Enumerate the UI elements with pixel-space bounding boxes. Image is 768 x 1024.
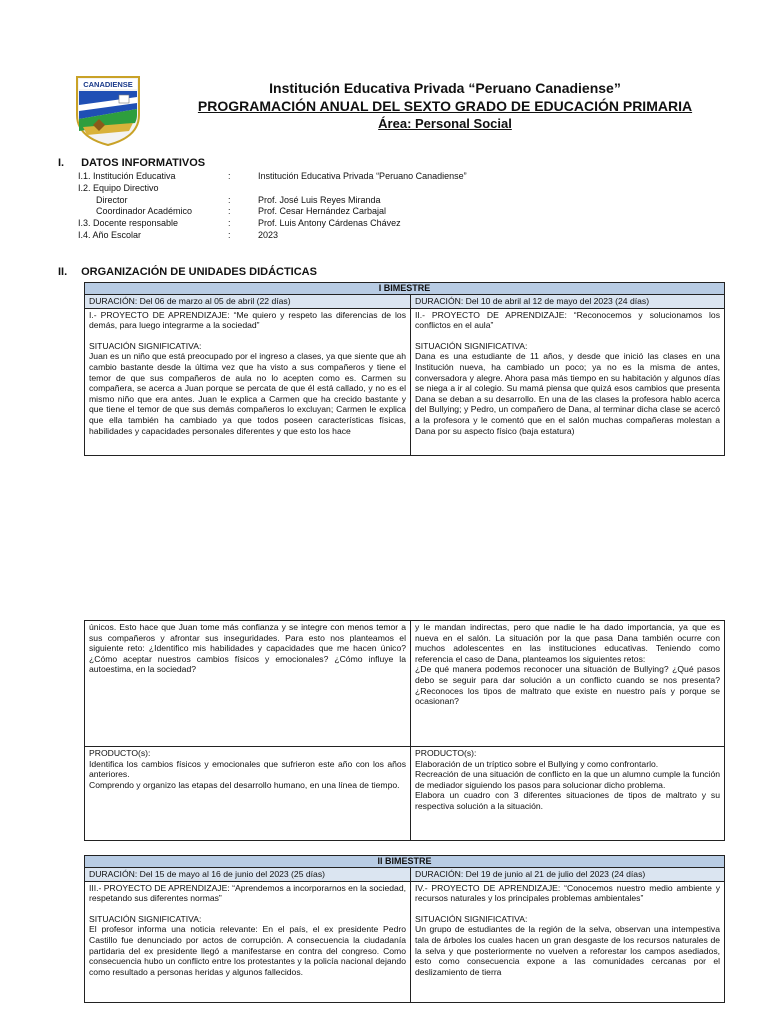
project-title: IV.- PROYECTO DE APRENDIZAJE: “Conocemos nuestro medio ambiente y recursos naturales y los principales problemas ambientales”	[415, 882, 721, 904]
info-value: Institución Educativa Privada “Peruano Canadiense”	[258, 171, 467, 181]
section-1-title: DATOS INFORMATIVOS	[81, 157, 206, 169]
section-1-heading	[58, 157, 205, 169]
info-row	[78, 171, 518, 183]
info-sep: :	[228, 218, 231, 229]
info-label: I.2. Equipo Directivo	[78, 182, 159, 193]
info-row	[78, 195, 518, 207]
situation-label: SITUACIÓN SIGNIFICATIVA:	[415, 913, 528, 924]
info-value: Prof. Cesar Hernández Carbajal	[258, 206, 387, 217]
project-content	[415, 310, 720, 454]
product-item: Elabora un cuadro con 3 diferentes situaciones de tipos de maltrato y su respectiva solución a la situación.	[415, 790, 720, 811]
info-sep	[228, 183, 258, 195]
bimestre-1-table	[84, 282, 725, 456]
project-title: I.- PROYECTO DE APRENDIZAJE: “Me quiero y respeto las diferencias de los demás, para luego integrarme a la sociedad”	[89, 309, 406, 331]
info-label: I.1. Institución Educativa	[78, 171, 176, 181]
school-logo	[75, 75, 141, 147]
product-item: Comprendo y organizo las etapas del desarrollo humano, en una línea de tiempo.	[89, 779, 400, 790]
situation-text: Un grupo de estudiantes de la región de la selva, observan una intempestiva tala de árboles los cuales hacen un gran desgaste de los recursos naturales de la selva y que posteriormente no vuelven a reforestar los campos asediados, esto como consecuencia expone a las comunidades cercanas por el deslizamiento de tierra	[415, 924, 721, 977]
program-title: PROGRAMACIÓN ANUAL DEL SEXTO GRADO DE EDUCACIÓN PRIMARIA	[197, 98, 693, 114]
info-list	[78, 171, 518, 242]
bimestre-2-table	[84, 855, 725, 1003]
duration-cell: DURACIÓN: Del 15 de mayo al 16 de junio del 2023 (25 días)	[85, 868, 411, 882]
project-content	[415, 883, 720, 1001]
info-sep: :	[228, 206, 231, 217]
product-item: Identifica los cambios físicos y emocionales que sufrieron este año con los años anteriores.	[89, 758, 406, 780]
project-cell	[85, 881, 411, 1002]
situation-text: únicos. Esto hace que Juan tome más confianza y se integre con menos temor a sus compañeros y afrontar sus inseguridades. Para esto nos planteamos el siguiente reto: ¿Identifico mis habilidades y capacidades que me hacen único? ¿Cómo aceptar nuestros cambios físicos y emocionales? ¿Cómo influye la autoestima, en la sociedad?	[89, 622, 406, 675]
section-2-heading	[58, 266, 317, 278]
situation-label: SITUACIÓN SIGNIFICATIVA:	[89, 340, 202, 351]
duration-cell: DURACIÓN: Del 19 de junio al 21 de julio del 2023 (24 días)	[411, 868, 725, 882]
info-value: Prof. José Luis Reyes Miranda	[258, 194, 381, 205]
logo-text: CANADIENSE	[83, 80, 133, 89]
situation-text: El profesor informa una noticia relevante: En el país, el ex presidente Pedro Castillo fue denunciado por actos de corrupción. A consecuencia la ciudadanía partidaria del ex presidente llegó a manifestarse en contra del congreso. Como consecuencia hubo un conflicto entre los protestantes y la policía nacional dejando como resultado a personas heridas y algunos fallecidos.	[89, 924, 406, 977]
product-label: PRODUCTO(s):	[89, 748, 151, 758]
institution-title: Institución Educativa Privada “Peruano Canadiense”	[269, 80, 621, 96]
bimestre-1-table-continued	[84, 620, 725, 841]
section-2-number: II.	[58, 266, 68, 278]
situation-text: ¿De qué manera podemos reconocer una situación de Bullying? ¿Qué pasos debo se seguir para dar solución a un conflicto cuando se nos presenta? ¿Reconoces los tipos de maltrato que existe en nuestro país y porque se ocasionan?	[415, 664, 720, 707]
situation-cell	[85, 621, 411, 747]
info-row	[78, 206, 518, 218]
project-title: III.- PROYECTO DE APRENDIZAJE: “Aprendemos a incorporarnos en la sociedad, respetando sus diferentes normas”	[89, 882, 406, 904]
info-sep: :	[228, 194, 231, 205]
info-sep: :	[228, 229, 231, 240]
project-content	[89, 883, 406, 1001]
info-row	[78, 218, 518, 230]
product-label: PRODUCTO(s):	[415, 748, 477, 758]
section-2-title: ORGANIZACIÓN DE UNIDADES DIDÁCTICAS	[81, 266, 317, 278]
bimestre-title: II BIMESTRE	[85, 856, 725, 868]
info-label: Director	[96, 194, 128, 205]
info-value	[258, 183, 518, 195]
project-cell	[411, 881, 725, 1002]
area-title: Área: Personal Social	[378, 116, 512, 131]
info-row	[78, 230, 518, 242]
situation-text: Juan es un niño que está preocupado por el ingreso a clases, ya que siente que ah cambio bastante desde la última vez que ha visto a sus compañeros y tiene el temor de que sus compañeros de aula no lo acepten como es. Carmen su compañera, se acerca a Juan porque se percata de que él está callado, y no es el mismo niño que era antes. Juan le explica a Carmen que ha crecido bastante y que tiene el temor de que sus demás compañeros lo excluyan; Carmen le explica que ella también ha cambiado ya que todos poseen características físicas, habilidades y capacidades personales diferentes y que esto los hace	[89, 351, 406, 436]
duration-cell: DURACIÓN: Del 06 de marzo al 05 de abril (22 días)	[85, 295, 411, 309]
situation-label: SITUACIÓN SIGNIFICATIVA:	[415, 340, 528, 351]
info-label: I.3. Docente responsable	[78, 218, 179, 229]
duration-cell: DURACIÓN: Del 10 de abril al 12 de mayo del 2023 (24 días)	[411, 295, 725, 309]
project-content	[89, 310, 406, 454]
product-item: Elaboración de un tríptico sobre el Bullying y como confrontarlo.	[415, 758, 659, 769]
situation-label: SITUACIÓN SIGNIFICATIVA:	[89, 913, 202, 924]
situation-text: y le mandan indirectas, pero que nadie le ha dado importancia, ya que es nueva en el salón. La situación por la que pasa Dana también ocurre con muchos adolescentes en las instituciones educativas. Teniendo como referencia el caso de Dana, planteamos los siguientes retos:	[415, 622, 720, 664]
info-value: 2023	[258, 229, 279, 240]
info-row	[78, 183, 518, 195]
product-cell	[85, 747, 411, 841]
product-item: Recreación de una situación de conflicto en la que un alumno cumple la función de mediador siguiendo los pasos para solucionar dicho problema.	[415, 769, 720, 790]
project-cell	[85, 308, 411, 455]
project-cell	[411, 308, 725, 455]
info-label: I.4. Año Escolar	[78, 229, 142, 240]
section-1-number: I.	[58, 157, 65, 169]
product-cell	[411, 747, 725, 841]
bimestre-title: I BIMESTRE	[85, 283, 725, 295]
info-sep: :	[228, 171, 231, 181]
project-title: II.- PROYECTO DE APRENDIZAJE: “Reconocemos y solucionamos los conflictos en el aula”	[415, 309, 721, 331]
info-value: Prof. Luis Antony Cárdenas Chávez	[258, 218, 401, 229]
info-label: Coordinador Académico	[96, 206, 193, 217]
situation-cell	[411, 621, 725, 747]
situation-text: Dana es una estudiante de 11 años, y desde que inició las clases en una Institución nueva, ha cambiado un poco; ya no es la misma de antes, conversadora y alegre. Ahora pasa más tiempo en su habitación y algunos días se niega a ir al colegio. Su mamá piensa que quizá esos cambios que presenta Dana se deban a su desarrollo. En una de las clases la profesora hablo acerca del Bullying; y Pedro, un compañero de Dana, al terminar dicha clase se acercó a la profesora y le comentó que en el salón muchas compañeras molestan a Dana por su aspecto físico (baja estatura)	[415, 351, 721, 436]
